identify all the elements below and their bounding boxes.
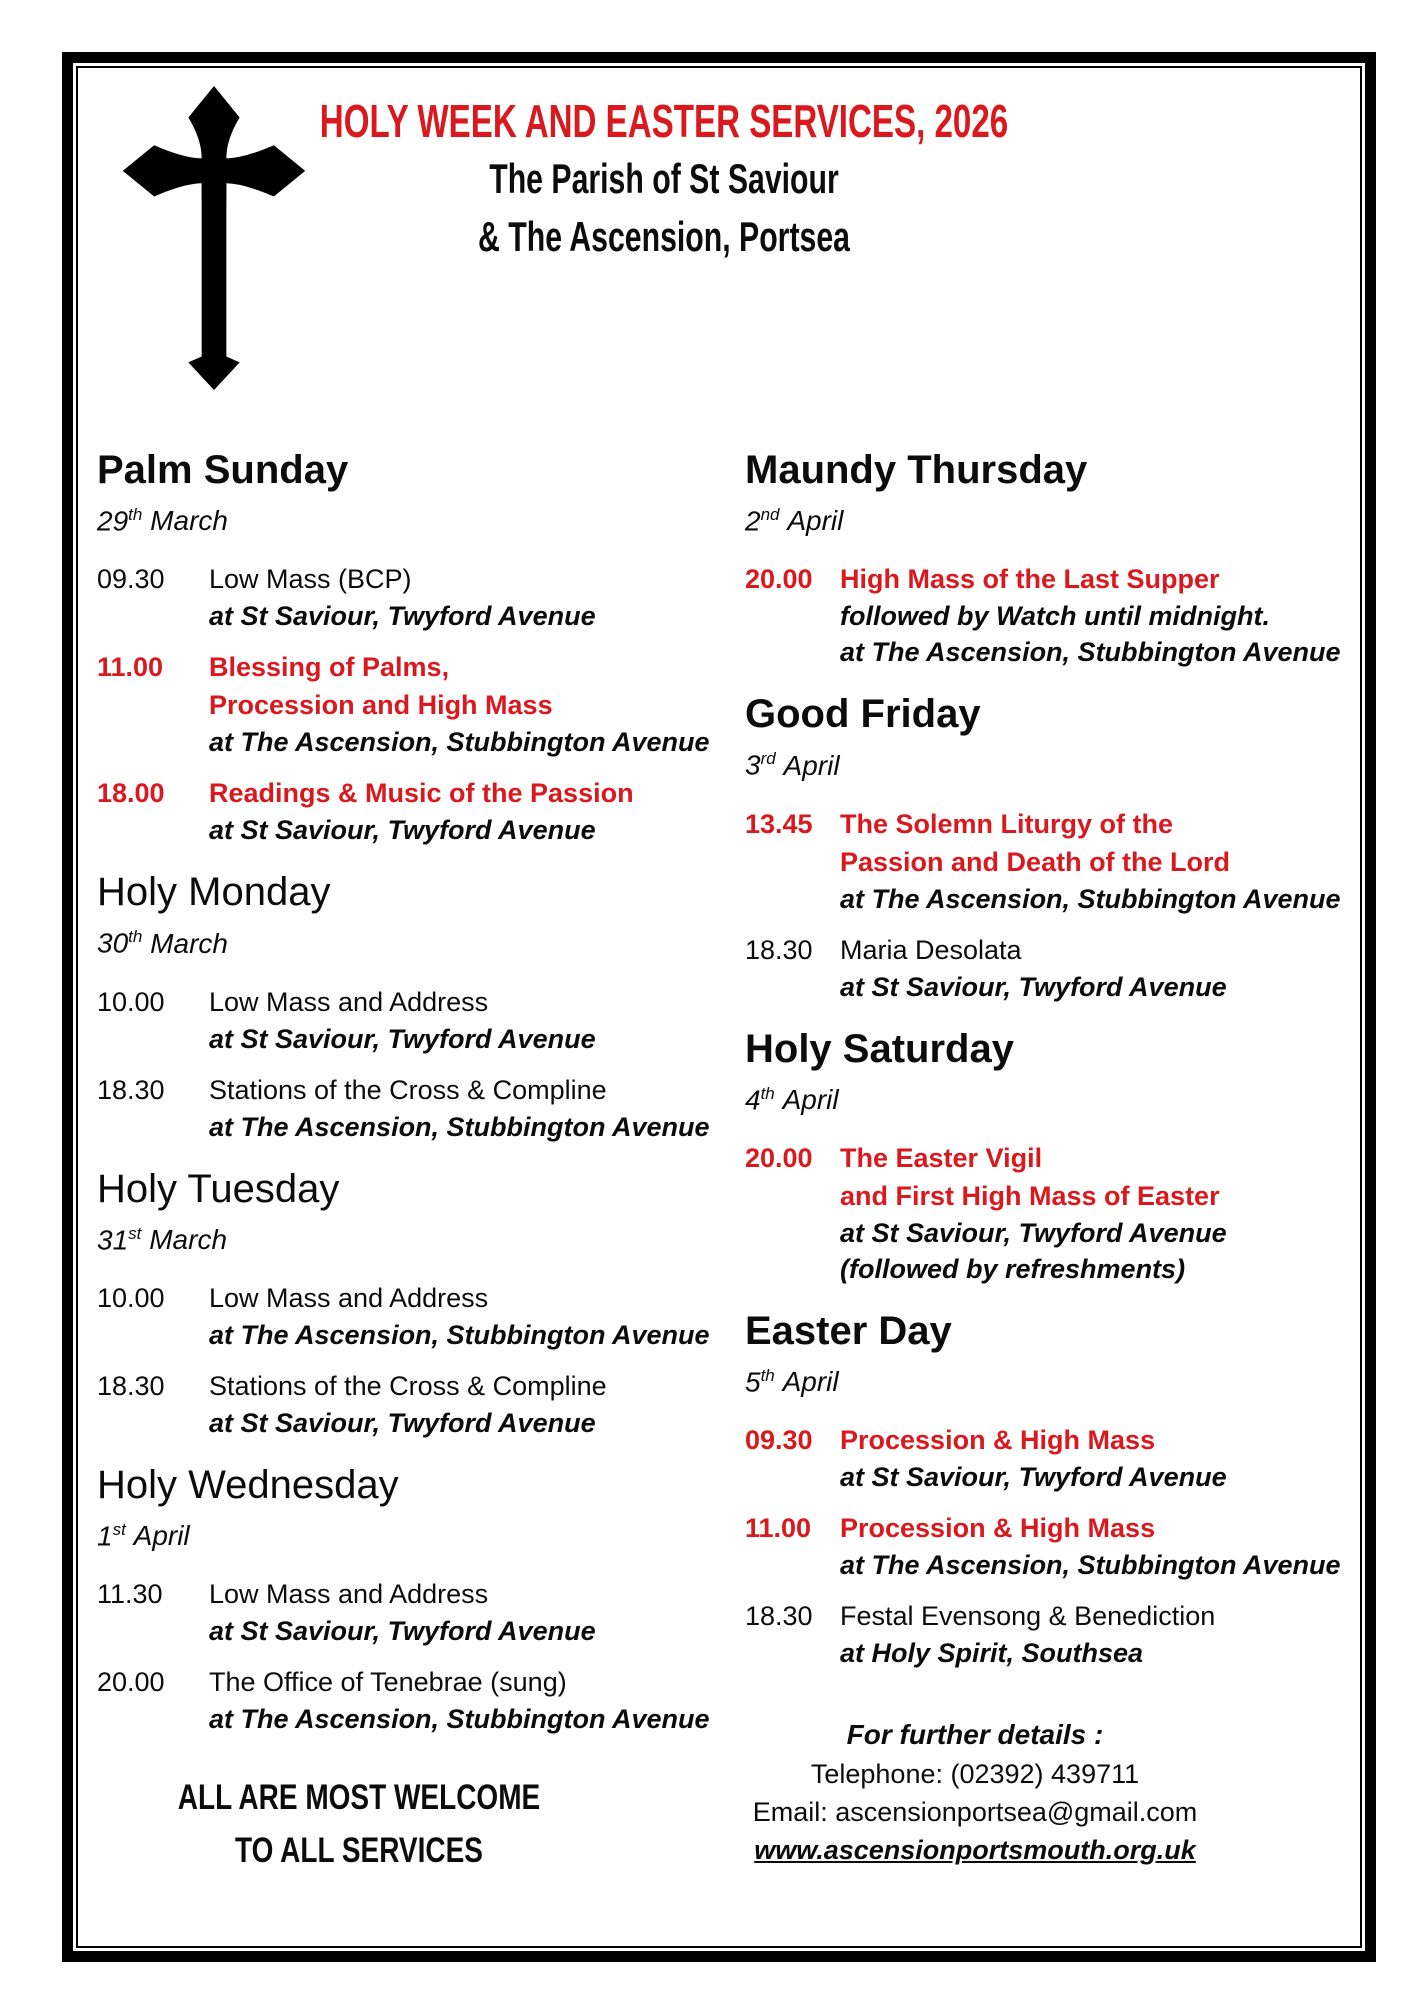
event-time: 18.00 — [97, 778, 165, 809]
event-title-line: High Mass of the Last Supper — [840, 564, 1220, 595]
date-ordinal-suffix: rd — [760, 749, 776, 769]
event-venue-line: at The Ascension, Stubbington Avenue — [209, 1319, 710, 1350]
event-time: 11.00 — [745, 1513, 812, 1544]
day-heading: Holy Wednesday — [97, 1462, 399, 1507]
day-heading: Holy Monday — [97, 870, 331, 915]
event-title-line: Procession & High Mass — [840, 1513, 1156, 1544]
service-event — [97, 1575, 745, 1649]
day-date — [97, 920, 745, 960]
event-venue-line: at The Ascension, Stubbington Avenue — [840, 883, 1341, 914]
date-ordinal-suffix: nd — [760, 505, 780, 524]
event-title-line: Procession and High Mass — [209, 690, 553, 721]
event-time: 13.45 — [745, 808, 813, 839]
event-time: 10.00 — [97, 1282, 165, 1313]
day-date — [97, 1217, 745, 1257]
event-title-line: Low Mass and Address — [209, 1282, 489, 1313]
service-event — [745, 931, 1360, 1005]
service-event — [97, 1367, 745, 1441]
date-month: March — [149, 1223, 228, 1255]
day-section — [97, 446, 745, 848]
parish-subtitle-line2: & The Ascension, Portsea — [478, 213, 850, 260]
event-body — [840, 931, 1227, 1005]
day-date — [97, 498, 745, 538]
service-event — [97, 648, 745, 760]
event-title-line: Stations of the Cross & Compline — [209, 1370, 607, 1401]
event-time: 09.30 — [97, 564, 165, 595]
event-time: 18.30 — [97, 1074, 165, 1105]
event-venue-line: (followed by refreshments) — [840, 1253, 1186, 1284]
event-title-line: The Office of Tenebrae (sung) — [209, 1667, 567, 1698]
service-event — [745, 1421, 1360, 1495]
day-date — [745, 742, 1360, 782]
day-section — [745, 690, 1360, 1004]
day-heading: Easter Day — [745, 1308, 952, 1353]
service-event — [745, 1509, 1360, 1583]
date-ordinal-suffix: st — [128, 1223, 142, 1243]
page-border-outer — [62, 52, 1376, 1962]
event-venue-line: followed by Watch until midnight. — [840, 601, 1270, 632]
event-body — [209, 1279, 710, 1353]
date-ordinal-suffix: th — [760, 1083, 775, 1103]
event-body — [840, 1421, 1227, 1495]
event-venue-line: at St Saviour, Twyford Avenue — [209, 601, 596, 632]
date-ordinal-suffix: th — [128, 505, 143, 524]
day-section — [745, 446, 1360, 670]
event-body — [840, 1509, 1341, 1583]
event-time: 11.00 — [97, 652, 164, 683]
schedule-column-right — [745, 446, 1360, 1877]
service-event — [97, 560, 745, 634]
day-heading: Palm Sunday — [97, 448, 349, 492]
event-venue-line: at The Ascension, Stubbington Avenue — [209, 727, 710, 758]
day-section — [97, 1461, 745, 1737]
event-venue-line: at St Saviour, Twyford Avenue — [209, 815, 596, 846]
date-month: March — [150, 927, 228, 959]
date-month: April — [787, 505, 844, 537]
date-day: 4 — [745, 1083, 761, 1115]
day-section — [97, 1165, 745, 1441]
event-body — [209, 560, 596, 634]
event-title-line: Procession & High Mass — [840, 1425, 1156, 1456]
day-heading: Maundy Thursday — [745, 448, 1088, 492]
event-title-line: Low Mass and Address — [209, 1579, 489, 1610]
date-day: 29 — [97, 505, 129, 537]
service-event — [97, 1663, 745, 1737]
event-time: 18.30 — [745, 934, 813, 965]
gothic-cross-icon — [119, 82, 309, 394]
day-heading: Holy Saturday — [745, 1026, 1014, 1071]
day-date — [745, 1077, 1360, 1117]
event-body — [209, 1071, 710, 1145]
day-date — [745, 498, 1360, 538]
date-day: 2 — [745, 505, 761, 537]
day-section — [745, 1025, 1360, 1287]
contact-telephone: Telephone: (02392) 439711 — [810, 1759, 1140, 1790]
event-venue-line: at St Saviour, Twyford Avenue — [840, 971, 1227, 1002]
event-venue-line: at St Saviour, Twyford Avenue — [840, 1217, 1227, 1248]
date-day: 3 — [745, 749, 761, 781]
event-time: 11.30 — [97, 1579, 163, 1610]
event-time: 10.00 — [97, 986, 165, 1017]
event-body — [209, 648, 710, 760]
date-ordinal-suffix: st — [112, 1519, 126, 1539]
parish-subtitle-line1: The Parish of St Saviour — [489, 155, 839, 202]
date-day: 1 — [97, 1520, 113, 1552]
welcome-line-2: TO ALL SERVICES — [235, 1831, 483, 1871]
event-title-line: Readings & Music of the Passion — [209, 778, 634, 809]
date-month: March — [150, 505, 228, 537]
event-time: 18.30 — [745, 1601, 813, 1632]
service-event — [745, 805, 1360, 917]
service-event — [97, 1279, 745, 1353]
event-title-line: Low Mass and Address — [209, 986, 489, 1017]
date-day: 30 — [97, 927, 129, 959]
event-title-line: and First High Mass of Easter — [840, 1180, 1220, 1211]
event-body — [840, 805, 1341, 917]
event-title-line: Maria Desolata — [840, 934, 1022, 965]
event-body — [840, 1597, 1215, 1671]
contact-block — [745, 1715, 1205, 1869]
event-time: 20.00 — [745, 564, 813, 595]
contact-website: www.ascensionportsmouth.org.uk — [754, 1835, 1196, 1866]
event-title-line: Passion and Death of the Lord — [840, 846, 1231, 877]
event-body — [209, 983, 596, 1057]
event-title-line: Blessing of Palms, — [209, 652, 450, 683]
day-heading: Holy Tuesday — [97, 1166, 340, 1211]
event-title-line: Low Mass (BCP) — [209, 564, 412, 595]
event-title-line: The Solemn Liturgy of the — [840, 808, 1174, 839]
event-time: 20.00 — [745, 1142, 813, 1173]
event-title-line: Stations of the Cross & Compline — [209, 1074, 607, 1105]
event-venue-line: at The Ascension, Stubbington Avenue — [840, 1550, 1341, 1581]
day-section — [97, 868, 745, 1144]
event-title-line: The Easter Vigil — [840, 1142, 1043, 1173]
contact-heading: For further details : — [846, 1719, 1104, 1751]
contact-email: Email: ascensionportsea@gmail.com — [752, 1797, 1198, 1828]
event-venue-line: at The Ascension, Stubbington Avenue — [209, 1111, 710, 1142]
event-body — [209, 1575, 596, 1649]
date-month: April — [782, 1366, 839, 1398]
event-venue-line: at St Saviour, Twyford Avenue — [840, 1462, 1227, 1493]
page-border-inner — [76, 66, 1362, 1948]
date-day: 31 — [97, 1223, 129, 1255]
event-title-line: Festal Evensong & Benediction — [840, 1601, 1216, 1632]
schedule-column-left — [78, 446, 745, 1877]
welcome-line-1: ALL ARE MOST WELCOME — [177, 1778, 541, 1818]
day-date — [97, 1513, 745, 1553]
date-ordinal-suffix: th — [760, 1365, 775, 1385]
day-date — [745, 1359, 1360, 1399]
service-event — [745, 560, 1360, 670]
page-title: HOLY WEEK AND EASTER SERVICES, 2026 — [319, 95, 1009, 147]
event-venue-line: at St Saviour, Twyford Avenue — [209, 1616, 596, 1647]
day-section — [745, 1307, 1360, 1671]
service-event — [97, 983, 745, 1057]
event-body — [209, 1367, 607, 1441]
date-ordinal-suffix: th — [128, 927, 143, 947]
service-event — [745, 1139, 1360, 1287]
service-event — [97, 1071, 745, 1145]
event-venue-line: at St Saviour, Twyford Avenue — [209, 1023, 596, 1054]
date-month: April — [782, 1083, 839, 1115]
day-heading: Good Friday — [745, 692, 981, 737]
event-venue-line: at Holy Spirit, Southsea — [840, 1638, 1144, 1669]
event-venue-line: at The Ascension, Stubbington Avenue — [209, 1704, 710, 1735]
event-body — [840, 1139, 1227, 1287]
date-day: 5 — [745, 1366, 761, 1398]
header — [304, 92, 1024, 266]
event-body — [840, 560, 1341, 670]
event-time: 18.30 — [97, 1370, 165, 1401]
event-venue-line: at St Saviour, Twyford Avenue — [209, 1407, 596, 1438]
service-event — [745, 1597, 1360, 1671]
date-month: April — [133, 1520, 190, 1552]
welcome-message — [159, 1771, 559, 1877]
event-body — [209, 774, 634, 848]
service-event — [97, 774, 745, 848]
event-body — [209, 1663, 710, 1737]
date-month: April — [783, 749, 840, 781]
event-venue-line: at The Ascension, Stubbington Avenue — [840, 637, 1341, 668]
event-time: 09.30 — [745, 1425, 813, 1456]
flyer-content — [78, 68, 1360, 1946]
event-time: 20.00 — [97, 1667, 165, 1698]
